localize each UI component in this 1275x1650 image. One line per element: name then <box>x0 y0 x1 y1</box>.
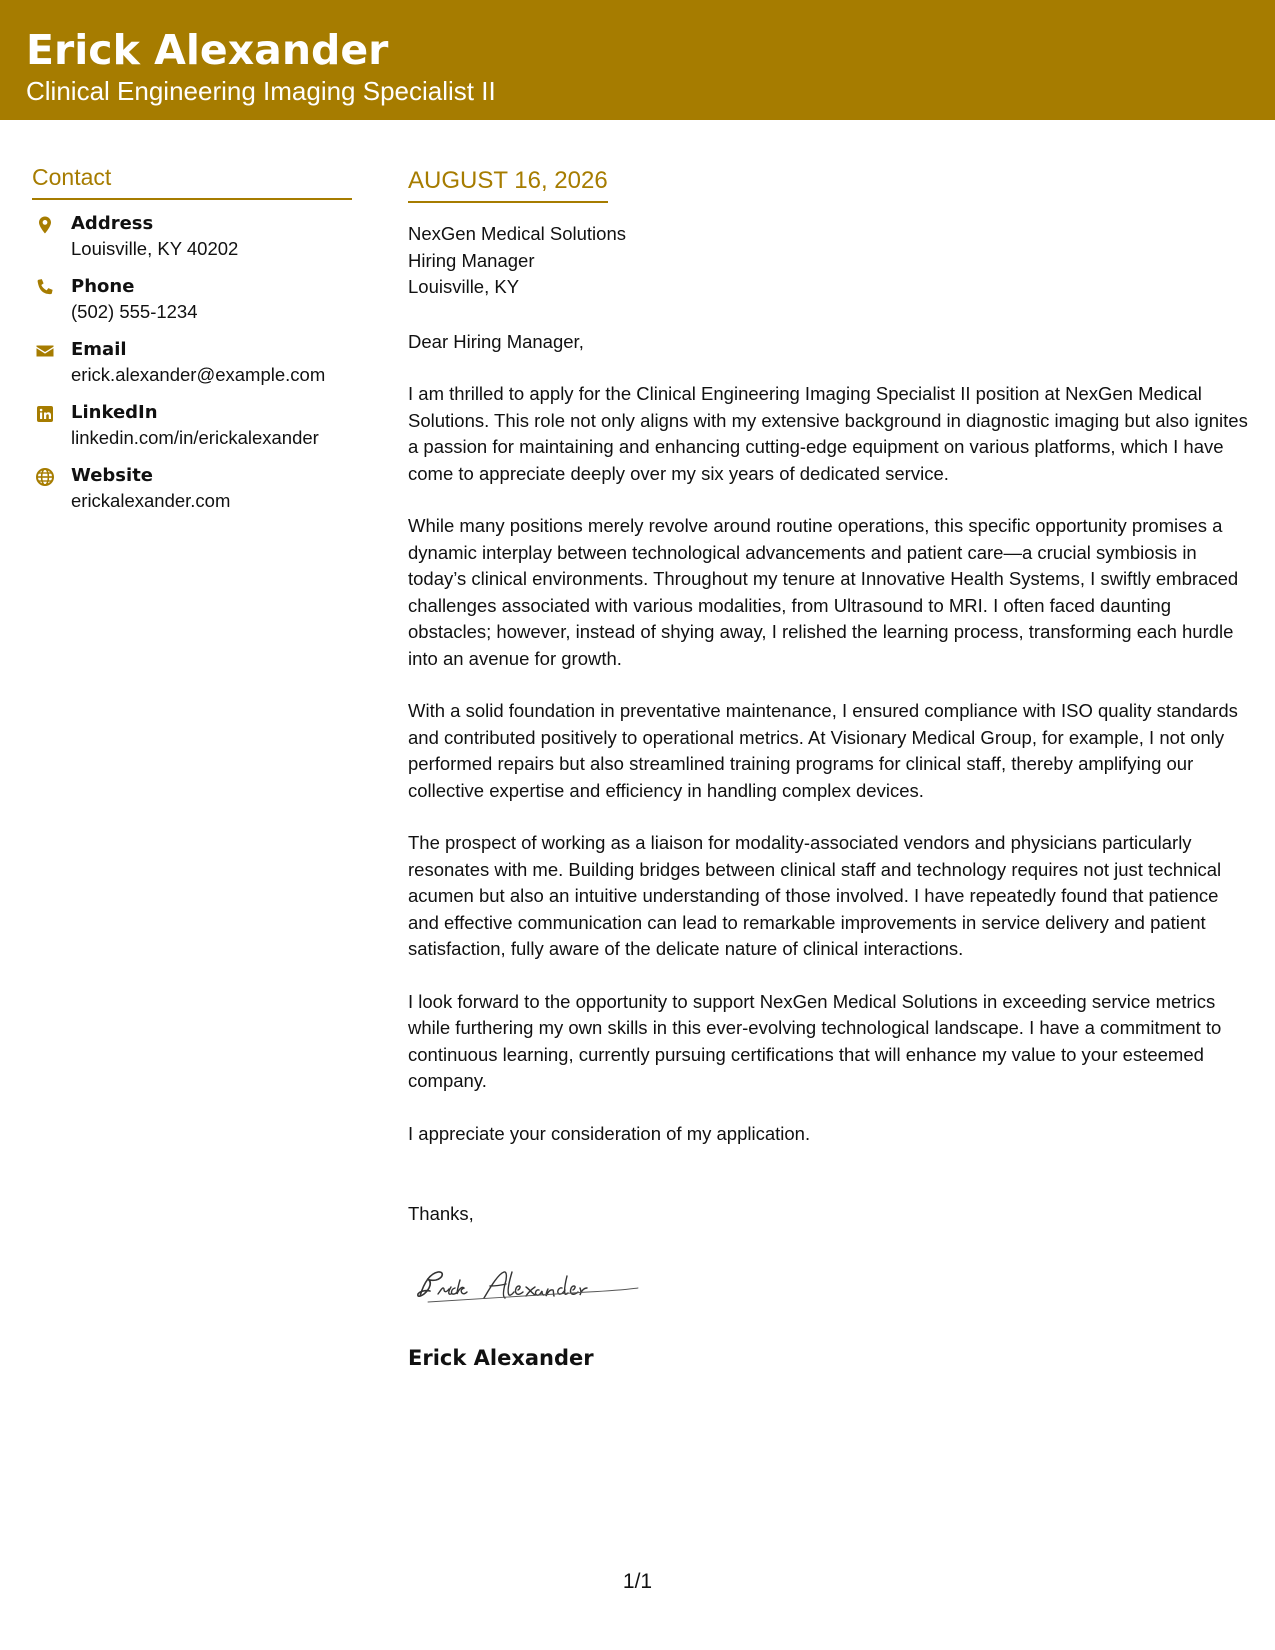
recipient-block <box>408 221 1253 301</box>
recipient-location: Louisville, KY <box>408 276 520 297</box>
contact-item-linkedin[interactable] <box>32 401 352 464</box>
website-link[interactable]: erickalexander.com <box>71 490 231 511</box>
contact-heading: Contact <box>32 162 352 200</box>
signer-name: Erick Alexander <box>408 1345 594 1370</box>
candidate-title: Clinical Engineering Imaging Specialist II <box>26 76 496 106</box>
globe-icon <box>35 467 55 487</box>
contact-item-phone <box>32 275 352 338</box>
email-link[interactable]: erick.alexander@example.com <box>71 364 326 385</box>
contact-value: (502) 555-1234 <box>71 301 198 322</box>
handwritten-signature <box>408 1254 1253 1314</box>
contact-value: Louisville, KY 40202 <box>71 238 239 259</box>
letter-body <box>408 165 1253 1372</box>
letter-paragraph: While many positions merely revolve around routine operations, this specific opportunity promises a dynamic interplay between technological advancements and patient care—a crucial symbiosis in today’s clinical environments. Throughout my tenure at Innovative Health Systems, I swiftly embraced challenges associated with various modalities, from Ultrasound to MRI. I often faced daunting obstacles; however, instead of shying away, I relished the learning process, transforming each hurdle into an avenue for growth. <box>408 515 1239 669</box>
page-number: 1/1 <box>622 1570 653 1593</box>
contact-label: LinkedIn <box>71 402 158 423</box>
letter-paragraph: I am thrilled to apply for the Clinical Engineering Imaging Specialist II position at NexGen Medical Solutions. This role not only aligns with my extensive background in diagnostic imaging but also ignites a passion for maintaining and enhancing cutting-edge equipment on various platforms, which I have come to appreciate deeply over my six years of dedicated service. <box>408 383 1248 484</box>
contact-label: Address <box>71 213 154 234</box>
linkedin-icon <box>35 404 55 424</box>
envelope-icon <box>35 341 55 361</box>
contact-list <box>32 212 352 527</box>
phone-icon <box>35 278 55 298</box>
salutation: Dear Hiring Manager, <box>408 330 584 352</box>
recipient-role: Hiring Manager <box>408 249 535 271</box>
contact-item-website[interactable] <box>32 464 352 527</box>
header-banner <box>0 0 1275 120</box>
contact-sidebar <box>32 162 352 527</box>
contact-label: Website <box>71 465 154 486</box>
map-pin-icon <box>35 215 55 235</box>
letter-date: AUGUST 16, 2026 <box>408 165 608 203</box>
letter-paragraph: With a solid foundation in preventative maintenance, I ensured compliance with ISO quality standards and contributed positively to operational metrics. At Visionary Medical Group, for example, I not only performed repairs but also streamlined training programs for clinical staff, thereby amplifying our collective expertise and efficiency in handling complex devices. <box>408 700 1238 801</box>
linkedin-link[interactable]: linkedin.com/in/erickalexander <box>71 427 319 448</box>
letter-paragraph: The prospect of working as a liaison for modality-associated vendors and physicians particularly resonates with me. Building bridges between clinical staff and technology requires not just technical acumen but also an intuitive understanding of those involved. I have repeatedly found that patience and effective communication can lead to remarkable improvements in service delivery and patient satisfaction, fully aware of the delicate nature of clinical interactions. <box>408 832 1222 959</box>
contact-item-email[interactable] <box>32 338 352 401</box>
contact-label: Phone <box>71 276 135 297</box>
letter-paragraph: I look forward to the opportunity to support NexGen Medical Solutions in exceeding service metrics while furthering my own skills in this ever-evolving technological landscape. I have a commitment to continuous learning, currently pursuing certifications that will enhance my value to your esteemed company. <box>408 990 1222 1091</box>
recipient-company: NexGen Medical Solutions <box>408 223 626 244</box>
contact-label: Email <box>71 339 127 360</box>
candidate-name: Erick Alexander <box>26 26 389 74</box>
contact-item-address <box>32 212 352 275</box>
letter-paragraph: I appreciate your consideration of my application. <box>408 1122 811 1144</box>
closing: Thanks, <box>408 1203 474 1224</box>
